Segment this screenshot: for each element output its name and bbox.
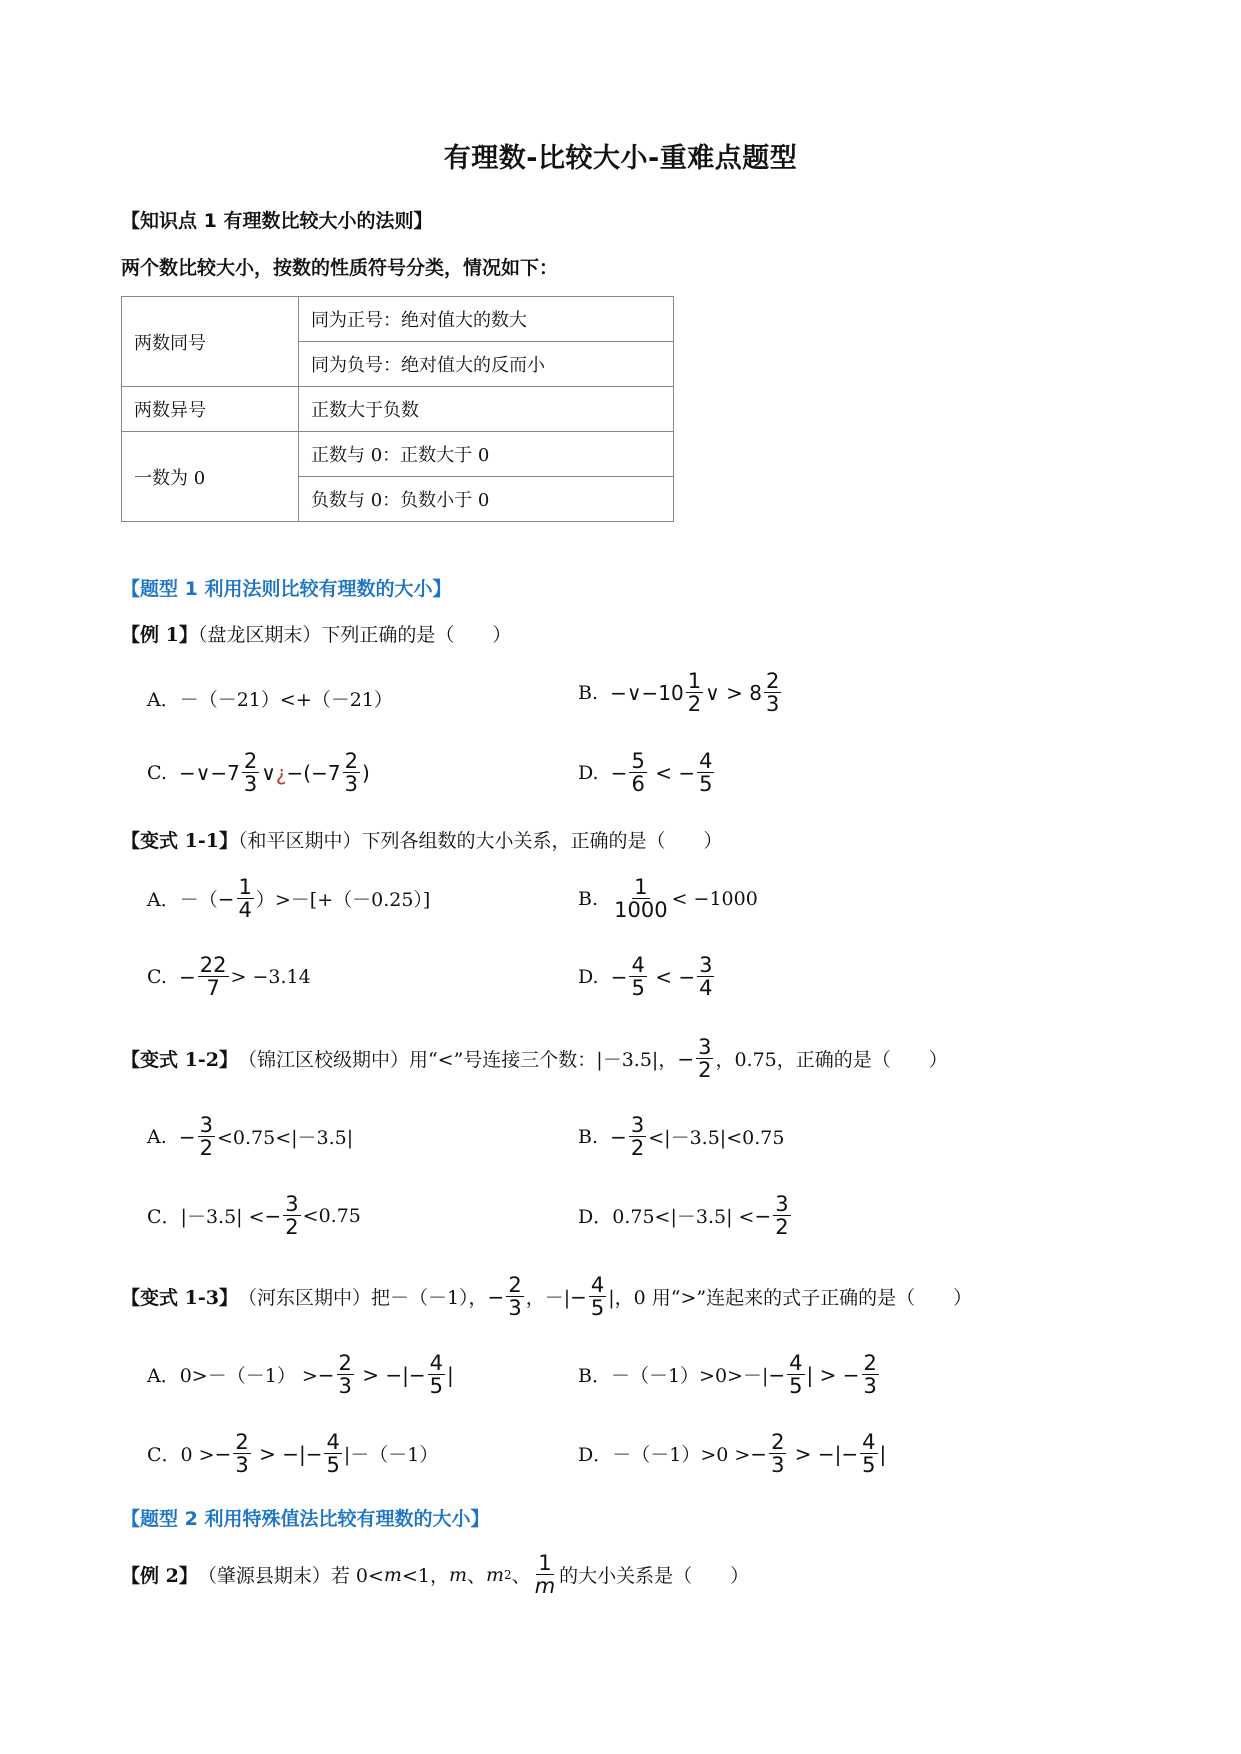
variant-1-2-option-b[interactable]: B. − $\frac{3}{2}$ <|－3.5|<0.75: [578, 1113, 785, 1161]
denominator: 5: [862, 1453, 876, 1478]
option-b-label: B.: [578, 1125, 599, 1148]
rule-label-zero: 一数为 0: [122, 432, 299, 522]
rule-label-diff-sign: 两数异号: [122, 387, 299, 432]
fraction-2-3: [337, 1352, 354, 1397]
example1-option-c[interactable]: [147, 750, 370, 795]
denominator: 2: [698, 1058, 712, 1083]
numerator: 5: [631, 749, 645, 773]
option-c-glitch: ¿: [275, 760, 287, 785]
denominator: 2: [687, 692, 702, 717]
numerator: 2: [338, 1351, 352, 1375]
fraction-2-3: [506, 1274, 523, 1319]
variant-1-2-text-b: ，0.75，正确的是（ ）: [715, 1049, 948, 1072]
denominator: 2: [630, 1136, 645, 1161]
denominator: 3: [338, 1374, 352, 1399]
denominator: 6: [631, 772, 645, 797]
variant-1-1-tag: 【变式 1-1】: [121, 830, 238, 852]
denominator: 3: [765, 692, 780, 717]
example2-var-m: m: [383, 1563, 402, 1586]
fraction-4-5: [428, 1352, 445, 1397]
denominator: 2: [199, 1136, 213, 1161]
option-b-end: <|－3.5|<0.75: [648, 1127, 785, 1150]
page-title: 有理数-比较大小-重难点题型: [443, 143, 798, 174]
option-b-label: B.: [578, 681, 599, 704]
option-a-label: A．0>－（－1） >: [147, 1365, 318, 1388]
option-d-label: D．－（－1）>0 >: [578, 1444, 751, 1467]
fraction-1-2: [686, 670, 703, 715]
variant-1-3-stem: 【变式 1-3】 （河东区期中）把－（－1）， − $\frac{2}{3}$ ，－| − $\frac{4}{5}$ |，0 用“>”连起来的式子正确的是（ ）: [121, 1273, 973, 1321]
option-b-middle: ∨ > 8: [705, 680, 762, 705]
numerator: 3: [699, 953, 713, 977]
variant-1-2-option-a[interactable]: A. − $\frac{3}{2}$ <0.75<|－3.5|: [147, 1113, 354, 1161]
variant-1-1-text: （和平区期中）下列各组数的大小关系，正确的是（ ）: [237, 830, 723, 852]
example1-text: （盘龙区期末）下列正确的是（ ）: [197, 624, 512, 646]
fraction-2-3: [862, 1352, 879, 1397]
numerator: 2: [771, 1430, 785, 1454]
option-c-middle: ∨: [261, 760, 276, 785]
variant-1-2-option-c[interactable]: C．|－3.5| < − $\frac{3}{2}$ <0.75: [147, 1192, 361, 1240]
fraction-1-1000: [612, 876, 669, 921]
fraction-3-2: [283, 1193, 300, 1238]
rule-negative-zero: 负数与 0：负数小于 0: [299, 477, 674, 522]
fraction-4-5: [629, 954, 646, 999]
fraction-1-4: [237, 876, 254, 921]
rule-same-positive: 同为正号：绝对值大的数大: [299, 297, 674, 342]
option-a-label: A．－（: [147, 889, 218, 912]
denominator: 5: [590, 1296, 605, 1321]
example2-var-m: m: [448, 1563, 467, 1586]
variant-1-1-option-d[interactable]: D. − $\frac{4}{5}$ < − $\frac{3}{4}$: [578, 953, 713, 1001]
fraction-1-m: [533, 1552, 557, 1597]
fraction-4-5: [860, 1431, 877, 1476]
denominator: 4: [699, 976, 713, 1001]
numerator: 4: [789, 1351, 803, 1375]
option-d-label: D.: [578, 965, 599, 988]
option-b-label: B.: [578, 887, 599, 910]
numerator: 4: [631, 953, 645, 977]
fraction-3-2: [696, 1036, 713, 1081]
numerator: 3: [698, 1035, 712, 1059]
numerator: 2: [344, 749, 358, 773]
denominator: 5: [789, 1374, 803, 1399]
denominator: 3: [235, 1453, 249, 1478]
variant-1-3-tag: 【变式 1-3】: [121, 1287, 238, 1310]
option-c-label: C．0 >: [147, 1444, 215, 1467]
fraction-4-5: [697, 750, 714, 795]
numerator: 22: [199, 953, 227, 977]
fraction-5-6: [629, 750, 646, 795]
variant-1-1-option-a[interactable]: A．－（ − $\frac{1}{4}$ ）>－[+（－0.25）]: [147, 875, 431, 923]
option-a-end: ）>－[+（－0.25）]: [255, 889, 431, 912]
denominator: 3: [863, 1374, 877, 1399]
denominator: 3: [344, 772, 358, 797]
variant-1-2-option-d[interactable]: D．0.75<|－3.5| < − $\frac{3}{2}$: [578, 1192, 789, 1240]
numerator: 4: [862, 1430, 876, 1454]
option-b-label: B．－（－1）>0>－|: [578, 1365, 769, 1388]
rule-label-same-sign: 两数同号: [122, 297, 299, 387]
example1-option-b[interactable]: [578, 670, 783, 715]
option-a-text: A．－（－21）<+（－21）: [147, 688, 393, 711]
denominator: 7: [206, 976, 220, 1001]
rule-diff-sign: 正数大于负数: [299, 387, 674, 432]
option-d-label: D.: [578, 761, 599, 784]
variant-1-1-option-b[interactable]: [578, 876, 758, 921]
option-d-label: D．0.75<|－3.5| <: [578, 1206, 755, 1229]
type2-heading: 【题型 2 利用特殊值法比较有理数的大小】: [121, 1508, 490, 1530]
denominator: 5: [326, 1453, 340, 1478]
fraction-4-5: [787, 1352, 804, 1397]
numerator: 2: [235, 1430, 249, 1454]
numerator: 2: [243, 749, 258, 773]
example2-text-c: 、: [511, 1565, 531, 1588]
numerator: 4: [429, 1351, 444, 1375]
fraction-3-2: [198, 1114, 215, 1159]
example1-option-d[interactable]: D. − $\frac{5}{6}$ < − $\frac{4}{5}$: [578, 749, 713, 797]
numerator: 2: [863, 1351, 877, 1375]
variant-1-1-option-c[interactable]: C. − $\frac{22}{7}$ > −3.14: [147, 953, 311, 1001]
variant-1-3-option-c[interactable]: C．0 > − $\frac{2}{3}$ > −|− $\frac{4}{5}$ |－（－1）: [147, 1430, 439, 1478]
denominator: 3: [771, 1453, 785, 1478]
numerator: 2: [508, 1273, 522, 1297]
type1-heading: 【题型 1 利用法则比较有理数的大小】: [121, 578, 452, 600]
numerator: 3: [775, 1192, 789, 1216]
fraction-2-3: [242, 750, 259, 795]
example2-text-b: <1，: [401, 1565, 449, 1588]
option-a-label: A.: [147, 1125, 167, 1148]
numerator: 4: [699, 749, 713, 773]
denominator: 5: [631, 976, 645, 1001]
fraction-22-7: [198, 954, 229, 999]
knowledge-intro: 两个数比较大小，按数的性质符号分类，情况如下：: [121, 257, 559, 279]
numerator: 2: [765, 669, 780, 693]
variant-1-3-text-c: |，0 用“>”连起来的式子正确的是（ ）: [608, 1287, 973, 1310]
example2-var-m: m: [486, 1563, 505, 1586]
variant-1-2-text-a: （锦江区校级期中）用“<”号连接三个数：|－3.5|，: [237, 1049, 678, 1072]
option-b-end: < −1000: [671, 887, 758, 910]
numerator: 1: [687, 669, 702, 693]
example2-stem: 【例 2】 （肇源县期末）若 0< m <1， m 、 m 2 、 $\frac{1}{m}$ 的大小关系是（ ）: [121, 1551, 750, 1599]
denominator: m: [534, 1574, 556, 1599]
numerator: 3: [285, 1192, 299, 1216]
fraction-3-2: [773, 1193, 790, 1238]
variant-1-3-option-a[interactable]: A．0>－（－1） > − $\frac{2}{3}$ > −|− $\frac{4}{5}$ |: [147, 1351, 454, 1399]
variant-1-2-stem: 【变式 1-2】 （锦江区校级期中）用“<”号连接三个数：|－3.5|， − $\frac{3}{2}$ ，0.75，正确的是（ ）: [121, 1035, 948, 1083]
variant-1-2-tag: 【变式 1-2】: [121, 1049, 238, 1072]
option-a-end: <0.75<|－3.5|: [217, 1127, 354, 1150]
example2-tag: 【例 2】: [121, 1565, 198, 1588]
numerator: 4: [590, 1273, 605, 1297]
fraction-2-3: [769, 1431, 786, 1476]
numerator: 4: [326, 1430, 340, 1454]
variant-1-3-option-d[interactable]: D．－（－1）>0 > − $\frac{2}{3}$ > −|− $\frac{4}{5}$ |: [578, 1430, 887, 1478]
denominator: 3: [508, 1296, 522, 1321]
fraction-2-3: [764, 670, 781, 715]
fraction-4-5: [324, 1431, 341, 1476]
variant-1-1-stem: [121, 826, 722, 853]
numerator: 1: [238, 875, 252, 899]
example1-option-a[interactable]: [147, 680, 393, 716]
rules-table: [121, 296, 674, 522]
fraction-3-4: [697, 954, 714, 999]
denominator: 2: [775, 1215, 789, 1240]
fraction-2-3: [343, 750, 360, 795]
denominator: 5: [699, 772, 713, 797]
example1-tag: 【例 1】: [121, 624, 198, 646]
numerator: 1: [538, 1551, 552, 1575]
option-c-end: > −3.14: [230, 965, 311, 988]
example2-text-d: 的大小关系是（ ）: [559, 1565, 750, 1588]
variant-1-3-text-b: ，－|: [525, 1287, 571, 1310]
denominator: 4: [238, 898, 252, 923]
fraction-4-5: [589, 1274, 606, 1319]
option-c-end: ): [361, 760, 370, 785]
option-c-label: C.: [147, 965, 167, 988]
option-c-label: C．|－3.5| <: [147, 1206, 265, 1229]
denominator: 5: [429, 1374, 444, 1399]
denominator: 2: [285, 1215, 299, 1240]
variant-1-3-text-a: （河东区期中）把－（－1），: [237, 1287, 488, 1310]
numerator: 3: [199, 1113, 213, 1137]
option-c-end: <0.75: [302, 1204, 361, 1227]
example1-stem: [121, 620, 511, 647]
example2-text-a: （肇源县期末）若 0<: [197, 1565, 384, 1588]
knowledge-heading: 【知识点 1 有理数比较大小的法则】: [121, 210, 433, 232]
fraction-3-2: [629, 1114, 646, 1159]
numerator: 1: [634, 875, 648, 899]
variant-1-3-option-b[interactable]: B．－（－1）>0>－| − $\frac{4}{5}$ | > − $\frac{2}{3}$: [578, 1351, 877, 1399]
rule-positive-zero: 正数与 0：正数大于 0: [299, 432, 674, 477]
option-b-prefix: −∨−10: [610, 680, 684, 705]
option-c-prefix: −∨−7: [179, 760, 240, 785]
option-c-middle2: −(−7: [286, 760, 341, 785]
numerator: 3: [630, 1113, 645, 1137]
denominator: 3: [243, 772, 258, 797]
fraction-2-3: [233, 1431, 250, 1476]
denominator: 1000: [614, 898, 668, 923]
option-c-label: C.: [147, 761, 167, 784]
rule-same-negative: 同为负号：绝对值大的反而小: [299, 342, 674, 387]
example2-text-c: 、: [466, 1565, 486, 1588]
